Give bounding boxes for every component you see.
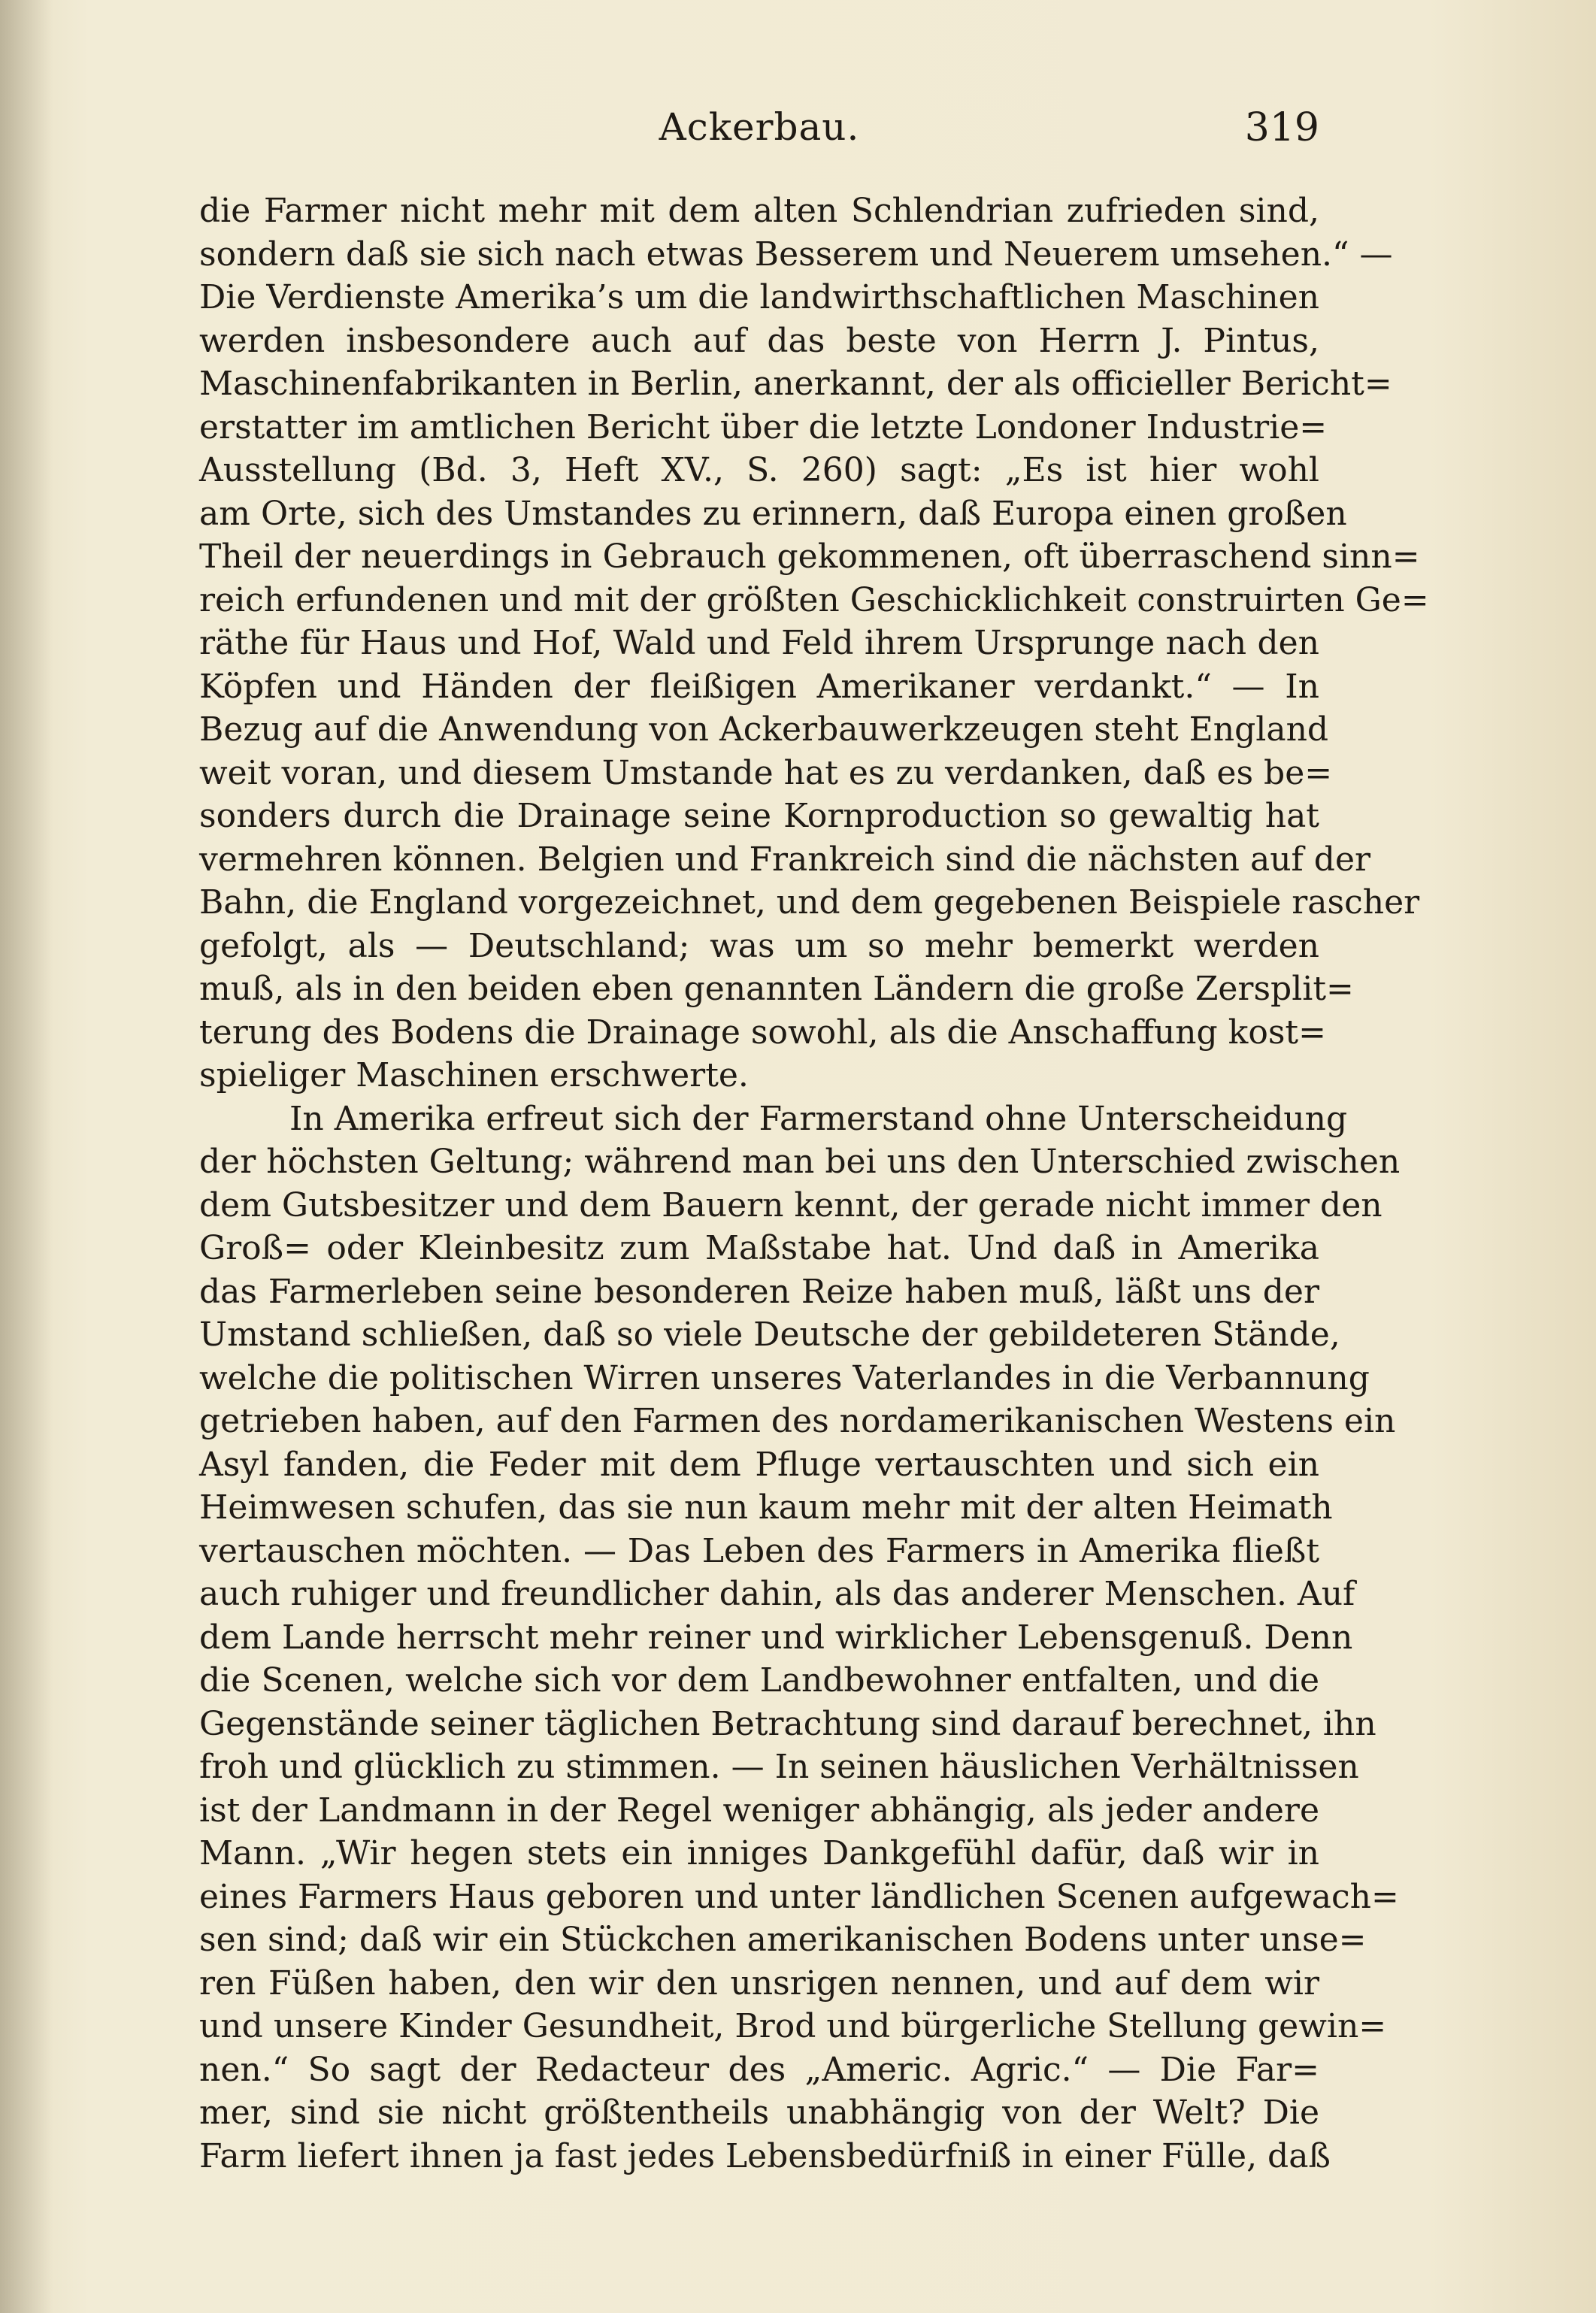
text-line: der höchsten Geltung; während man bei uns den Unterschied zwischen — [199, 1143, 1401, 1181]
text-line: erstatter im amtlichen Bericht über die letzte Londoner Industrie= — [199, 407, 1328, 447]
text-line: Bezug auf die Anwendung von Ackerbauwerkzeugen steht England — [199, 710, 1329, 749]
text-line: muß, als in den beiden eben genannten Ländern die große Zersplit= — [199, 970, 1354, 1008]
text-line: Mann. „Wir hegen stets ein inniges Dankgefühl dafür, daß wir in — [199, 1834, 1319, 1873]
paragraph-start-line: In Amerika erfreut sich der Farmerstand ohne Unterscheidung — [289, 1099, 1348, 1138]
text-line: dem Gutsbesitzer und dem Bauern kennt, der gerade nicht immer den — [199, 1185, 1382, 1225]
text-line: nen.“ So sagt der Redacteur des „Americ. Agric.“ — Die Far= — [199, 2050, 1319, 2089]
text-line: vermehren können. Belgien und Frankreich sind die nächsten auf der — [199, 840, 1371, 879]
text-line: Gegenstände seiner täglichen Betrachtung sind darauf berechnet, ihn — [199, 1704, 1376, 1743]
text-line: froh und glücklich zu stimmen. — In seinen häuslichen Verhältnissen — [199, 1748, 1359, 1786]
text-line: Groß= oder Kleinbesitz zum Maßstabe hat. Und daß in Amerika — [199, 1229, 1319, 1267]
text-line: am Orte, sich des Umstandes zu erinnern, daß Europa einen großen — [199, 494, 1347, 533]
text-line: Heimwesen schufen, das sie nun kaum mehr mit der alten Heimath — [199, 1488, 1333, 1527]
running-head: Ackerbau. — [659, 105, 860, 149]
text-line: terung des Bodens die Drainage sowohl, als die Anschaffung kost= — [199, 1013, 1326, 1052]
text-line: das Farmerleben seine besonderen Reize haben muß, läßt uns der — [199, 1272, 1319, 1311]
text-line: Asyl fanden, die Feder mit dem Pfluge vertauschten und sich ein — [199, 1445, 1319, 1484]
text-line: Theil der neuerdings in Gebrauch gekommenen, oft überraschend sinn= — [199, 537, 1420, 576]
binding-shadow — [0, 0, 53, 2313]
text-line: räthe für Haus und Hof, Wald und Feld ihrem Ursprunge nach den — [199, 624, 1319, 662]
text-line: Farm liefert ihnen ja fast jedes Lebensbedürfniß in einer Fülle, daß — [199, 2136, 1331, 2175]
text-line: sen sind; daß wir ein Stückchen amerikanischen Bodens unter unse= — [199, 1921, 1367, 1959]
text-line: mer, sind sie nicht größtentheils unabhängig von der Welt? Die — [199, 2094, 1319, 2132]
text-line: die Scenen, welche sich vor dem Landbewohner entfalten, und die — [199, 1661, 1319, 1700]
text-line: Ausstellung (Bd. 3, Heft XV., S. 260) sagt: „Es ist hier wohl — [199, 451, 1319, 489]
text-line: die Farmer nicht mehr mit dem alten Schlendrian zufrieden sind, — [199, 192, 1319, 230]
text-line: Maschinenfabrikanten in Berlin, anerkannt, der als officieller Bericht= — [199, 365, 1392, 403]
body-text — [199, 189, 1429, 2178]
text-line: Köpfen und Händen der fleißigen Amerikaner verdankt.“ — In — [199, 667, 1319, 706]
text-line: eines Farmers Haus geboren und unter ländlichen Scenen aufgewach= — [199, 1877, 1399, 1916]
page-number: 319 — [1244, 105, 1319, 150]
text-line: auch ruhiger und freundlicher dahin, als das anderer Menschen. Auf — [199, 1575, 1355, 1613]
text-line: ist der Landmann in der Regel weniger abhängig, als jeder andere — [199, 1791, 1319, 1830]
paragraph-end-line: spieliger Maschinen erschwerte. — [199, 1056, 749, 1094]
text-line: vertauschen möchten. — Das Leben des Farmers in Amerika fließt — [199, 1531, 1319, 1570]
text-line: und unsere Kinder Gesundheit, Brod und bürgerliche Stellung gewin= — [199, 2007, 1387, 2045]
text-line: gefolgt, als — Deutschland; was um so mehr bemerkt werden — [199, 926, 1319, 965]
text-line: ren Füßen haben, den wir den unsrigen nennen, und auf dem wir — [199, 1963, 1319, 2003]
text-line: welche die politischen Wirren unseres Vaterlandes in die Verbannung — [199, 1358, 1370, 1397]
text-line: dem Lande herrscht mehr reiner und wirklicher Lebensgenuß. Denn — [199, 1618, 1353, 1657]
text-line: Bahn, die England vorgezeichnet, und dem gegebenen Beispiele rascher — [199, 883, 1420, 922]
text-line: sondern daß sie sich nach etwas Besserem und Neuerem umsehen.“ — — [199, 235, 1393, 274]
text-line: sonders durch die Drainage seine Kornproduction so gewaltig hat — [199, 797, 1319, 835]
page-header — [199, 105, 1319, 165]
text-line: Umstand schließen, daß so viele Deutsche der gebildeteren Stände, — [199, 1315, 1340, 1354]
text-line: weit voran, und diesem Umstande hat es zu verdanken, daß es be= — [199, 753, 1333, 792]
text-line: Die Verdienste Amerika’s um die landwirthschaftlichen Maschinen — [199, 278, 1319, 316]
text-line: reich erfundenen und mit der größten Geschicklichkeit construirten Ge= — [199, 580, 1429, 619]
text-line: getrieben haben, auf den Farmen des nordamerikanischen Westens ein — [199, 1402, 1396, 1440]
text-line: werden insbesondere auch auf das beste von Herrn J. Pintus, — [199, 321, 1319, 360]
